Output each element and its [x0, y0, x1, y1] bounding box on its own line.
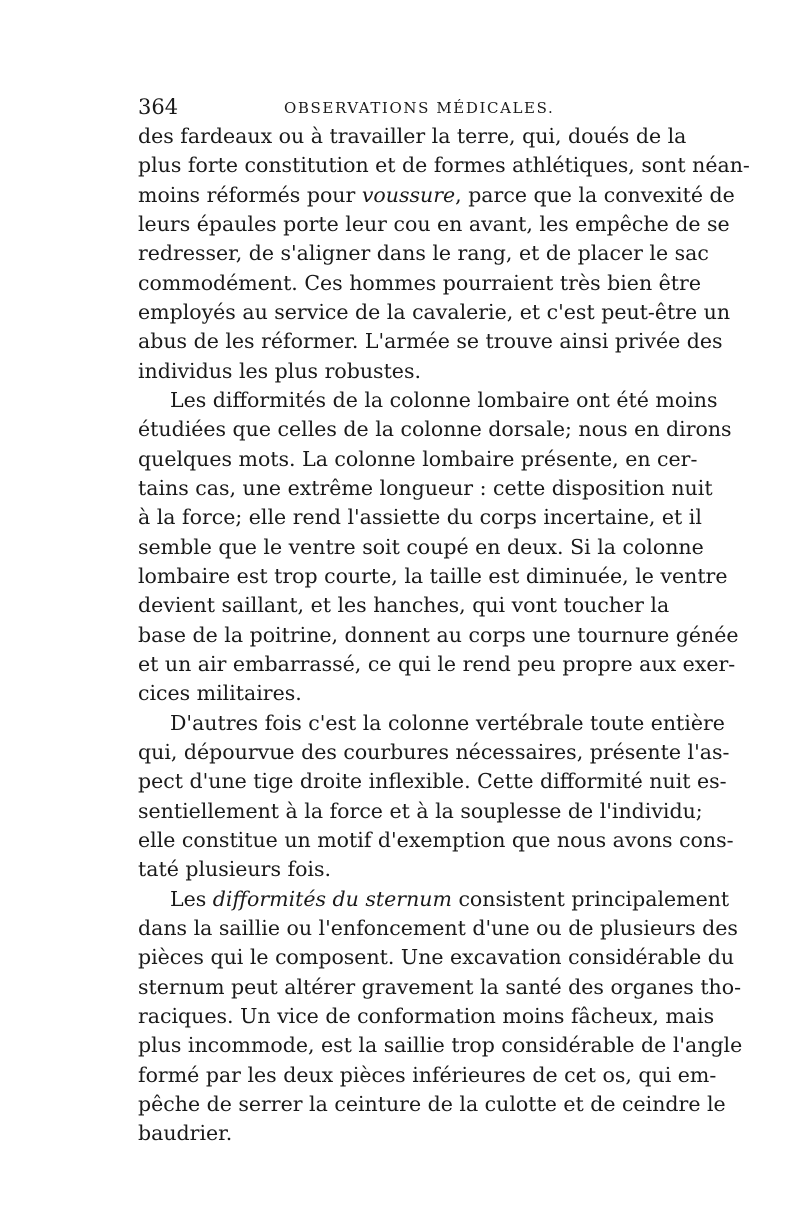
text-line: dans la saillie ou l'enfoncement d'une ou de plusieurs des	[138, 915, 738, 940]
text-line: employés au service de la cavalerie, et c'est peut-être un	[138, 299, 731, 324]
text-line: quelques mots. La colonne lombaire présente, en cer-	[138, 446, 698, 471]
text-line: étudiées que celles de la colonne dorsale; nous en dirons	[138, 417, 732, 442]
text-line	[138, 885, 730, 914]
text-line: abus de les réformer. L'armée se trouve ainsi privée des	[138, 329, 723, 354]
text-line: raciques. Un vice de conformation moins fâcheux, mais	[138, 1003, 715, 1028]
text-line: baudrier.	[138, 1121, 233, 1146]
text-line: sentiellement à la force et à la souplesse de l'individu;	[138, 798, 703, 823]
text-line: qui, dépourvue des courbures nécessaires, présente l'as-	[138, 739, 730, 764]
text-line: commodément. Ces hommes pourraient très bien être	[138, 270, 701, 295]
text-run: moins réformés pour	[138, 182, 362, 207]
text-line: taté plusieurs fois.	[138, 857, 331, 882]
running-title: OBSERVATIONS MÉDICALES.	[284, 99, 555, 117]
text-run: consistent principalement	[451, 886, 730, 911]
text-line: lombaire est trop courte, la taille est diminuée, le ventre	[138, 563, 728, 588]
text-line: redresser, de s'aligner dans le rang, et de placer le sac	[138, 241, 709, 266]
italic-term: difformités du sternum	[212, 886, 452, 911]
text-line: cices militaires.	[138, 681, 302, 706]
text-line: pêche de serrer la ceinture de la culotte et de ceindre le	[138, 1091, 726, 1116]
text-line: elle constitue un motif d'exemption que nous avons cons-	[138, 827, 734, 852]
text-line: sternum peut altérer gravement la santé des organes tho-	[138, 974, 742, 999]
text-line: base de la poitrine, donnent au corps une tournure génée	[138, 622, 739, 647]
text-line: devient saillant, et les hanches, qui vont toucher la	[138, 593, 670, 618]
text-line: semble que le ventre soit coupé en deux. Si la colonne	[138, 534, 704, 559]
text-line	[138, 181, 735, 210]
text-line: D'autres fois c'est la colonne vertébrale toute entière	[170, 710, 725, 735]
text-line: à la force; elle rend l'assiette du corps incertaine, et il	[138, 505, 702, 530]
text-line: pect d'une tige droite inflexible. Cette difformité nuit es-	[138, 769, 727, 794]
text-line: plus incommode, est la saillie trop considérable de l'angle	[138, 1033, 743, 1058]
text-line: individus les plus robustes.	[138, 358, 421, 383]
text-line: Les difformités de la colonne lombaire ont été moins	[170, 387, 718, 412]
paragraph-3	[138, 709, 734, 885]
text-run: Les	[170, 886, 213, 911]
text-line: tains cas, une extrême longueur : cette disposition nuit	[138, 475, 713, 500]
text-run: , parce que la convexité de	[455, 182, 735, 207]
text-line: des fardeaux ou à travailler la terre, qui, doués de la	[138, 124, 687, 148]
page-number: 364	[138, 95, 179, 119]
paragraph-2	[138, 386, 739, 709]
text-line: leurs épaules porte leur cou en avant, les empêche de se	[138, 211, 730, 236]
text-line: formé par les deux pièces inférieures de cet os, qui em-	[138, 1062, 717, 1087]
book-page	[138, 92, 750, 1148]
paragraph-1	[138, 122, 750, 386]
text-line: plus forte constitution et de formes athlétiques, sont néan-	[138, 153, 750, 178]
italic-term: voussure	[361, 182, 456, 207]
paragraph-4	[138, 885, 743, 1149]
running-head	[138, 92, 662, 122]
text-line: et un air embarrassé, ce qui le rend peu propre aux exer-	[138, 651, 736, 676]
text-line: pièces qui le composent. Une excavation considérable du	[138, 945, 735, 970]
